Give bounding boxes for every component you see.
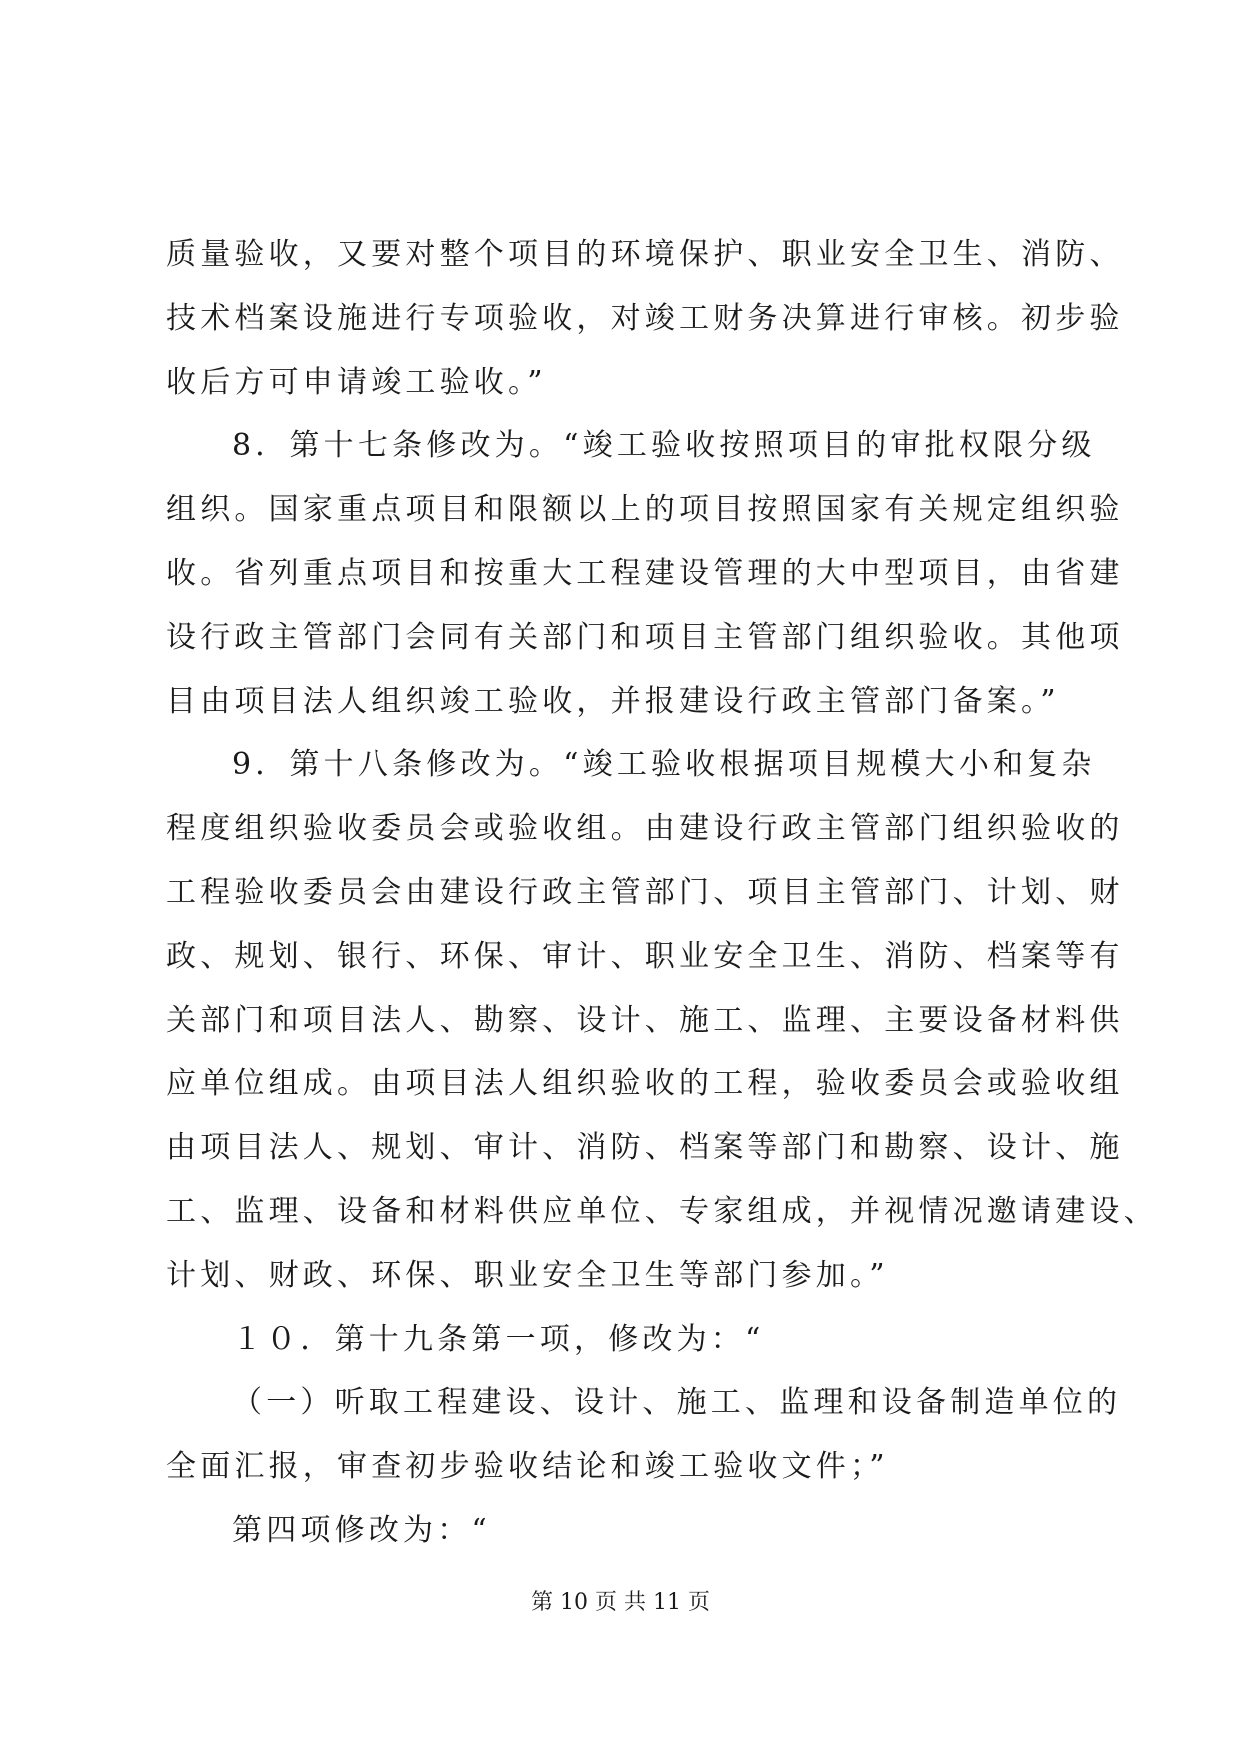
body-line: 技术档案设施进行专项验收，对竣工财务决算进行审核。初步验 <box>166 300 1124 336</box>
page-number-footer: 第 10 页 共 11 页 <box>531 1590 710 1615</box>
body-line: 应单位组成。由项目法人组织验收的工程，验收委员会或验收组 <box>166 1066 1124 1102</box>
body-line: 程度组织验收委员会或验收组。由建设行政主管部门组织验收的 <box>166 811 1124 847</box>
body-line: 9．第十八条修改为。“竣工验收根据项目规模大小和复杂 <box>232 747 1096 783</box>
body-line: 由项目法人、规划、审计、消防、档案等部门和勘察、设计、施 <box>166 1130 1124 1166</box>
body-line: １０．第十九条第一项，修改为：“ <box>232 1321 765 1357</box>
body-line: 设行政主管部门会同有关部门和项目主管部门组织验收。其他项 <box>166 619 1124 655</box>
body-line: 组织。国家重点项目和限额以上的项目按照国家有关规定组织验 <box>166 492 1124 528</box>
body-line: 收后方可申请竣工验收。” <box>166 364 547 400</box>
body-line: 政、规划、银行、环保、审计、职业安全卫生、消防、档案等有 <box>166 938 1124 974</box>
body-line: 全面汇报，审查初步验收结论和竣工验收文件；” <box>166 1449 889 1485</box>
body-line: 收。省列重点项目和按重大工程建设管理的大中型项目，由省建 <box>166 555 1124 591</box>
body-line: 关部门和项目法人、勘察、设计、施工、监理、主要设备材料供 <box>166 1002 1124 1038</box>
body-line: 计划、财政、环保、职业安全卫生等部门参加。” <box>166 1257 889 1293</box>
body-line: 第四项修改为：“ <box>232 1512 491 1548</box>
document-body <box>166 223 1158 1563</box>
body-line: 工程验收委员会由建设行政主管部门、项目主管部门、计划、财 <box>166 874 1124 910</box>
body-line: 8．第十七条修改为。“竣工验收按照项目的审批权限分级 <box>232 428 1096 464</box>
body-line: 工、监理、设备和材料供应单位、专家组成，并视情况邀请建设、 <box>166 1193 1158 1229</box>
body-line: （一）听取工程建设、设计、施工、监理和设备制造单位的 <box>232 1385 1122 1421</box>
body-line: 目由项目法人组织竣工验收，并报建设行政主管部门备案。” <box>166 683 1060 719</box>
body-line: 质量验收，又要对整个项目的环境保护、职业安全卫生、消防、 <box>166 237 1124 272</box>
